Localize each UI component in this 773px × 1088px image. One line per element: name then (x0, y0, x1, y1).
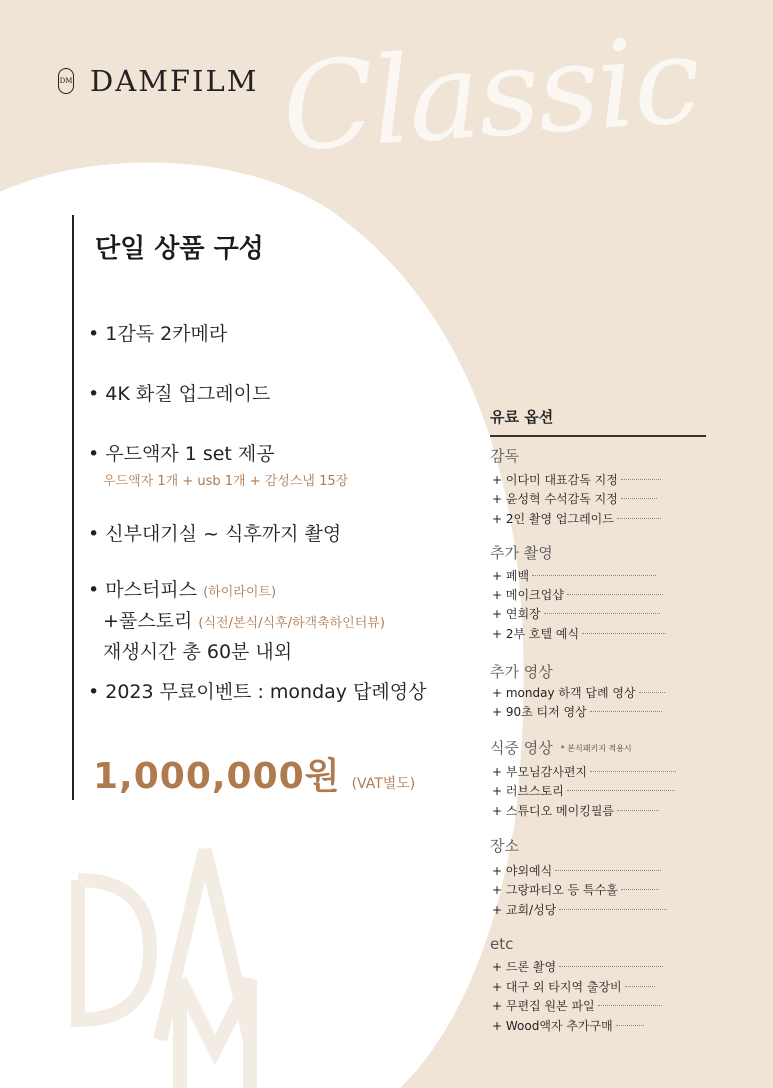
feature-text: • 4K 화질 업그레이드 (88, 383, 271, 405)
option-item (492, 703, 662, 720)
option-item (492, 567, 656, 584)
option-category: 추가 영상 (490, 663, 553, 681)
option-item-label: + 윤성혁 수석감독 지정 (492, 492, 618, 506)
option-item-label: + 대구 외 타지역 출장비 (492, 980, 622, 994)
feature-item (88, 575, 385, 664)
feature-text: 재생시간 총 60분 내외 (103, 641, 293, 663)
dot-leader (617, 518, 661, 519)
option-item (492, 978, 655, 995)
price-value: 1,000,000원 (93, 756, 341, 797)
option-item-label: + 90초 티저 영상 (492, 705, 587, 719)
dot-leader (639, 692, 665, 693)
price-note: (VAT별도) (351, 776, 416, 792)
feature-subtext: (하이라이트) (203, 585, 277, 600)
dot-leader (625, 986, 655, 987)
dot-leader (544, 613, 660, 614)
dot-leader (621, 889, 659, 890)
option-category: 추가 촬영 (490, 544, 553, 562)
option-item (492, 763, 676, 780)
logo-mark-icon: DM (58, 68, 74, 94)
option-category-note: * 본식패키지 적용시 (560, 744, 632, 753)
option-item (492, 997, 662, 1014)
option-item-label: + 부모님감사편지 (492, 765, 588, 779)
option-item (492, 510, 661, 527)
option-item (492, 471, 661, 488)
dot-leader (621, 479, 661, 480)
dot-leader (590, 771, 676, 772)
option-item-label: + Wood액자 추가구매 (492, 1019, 613, 1033)
option-category (490, 737, 632, 758)
dot-leader (590, 711, 662, 712)
feature-text: • 마스터피스 (88, 579, 198, 601)
feature-subtext: (식전/본식/식후/하객축하인터뷰) (198, 616, 385, 631)
page-title: 단일 상품 구성 (95, 234, 264, 264)
option-category: 감독 (490, 447, 519, 465)
brand-logo[interactable] (58, 64, 258, 98)
option-item-label: + 드론 촬영 (492, 960, 557, 974)
option-item-label: + 스튜디오 메이킹필름 (492, 804, 615, 818)
option-item-label: + 2부 호텔 예식 (492, 627, 580, 641)
option-category: etc (490, 935, 514, 953)
dot-leader (532, 575, 656, 576)
dot-leader (621, 498, 657, 499)
feature-item (88, 319, 227, 346)
price-block (93, 748, 415, 799)
feature-item (88, 519, 341, 546)
option-item-label: + 그랑파티오 등 특수홀 (492, 883, 618, 897)
dot-leader (617, 810, 659, 811)
option-item (492, 862, 661, 879)
option-item-label: + 2인 촬영 업그레이드 (492, 512, 614, 526)
brand-name: DAMFILM (90, 64, 259, 98)
option-item-label: + 메이크업샵 (492, 588, 564, 602)
option-category: 장소 (490, 837, 519, 855)
option-item (492, 802, 659, 819)
option-item-label: + monday 하객 답례 영상 (492, 686, 636, 700)
classic-script-title: Classic (278, 10, 704, 179)
dot-leader (559, 909, 667, 910)
feature-text: • 2023 무료이벤트 : monday 답례영상 (88, 681, 427, 703)
option-item (492, 881, 659, 898)
option-item-label: + 무편집 원본 파일 (492, 999, 595, 1013)
feature-item (88, 439, 348, 489)
feature-subtext: 우드액자 1개 + usb 1개 + 감성스냅 15장 (103, 474, 349, 489)
feature-line (103, 606, 385, 633)
feature-item (88, 379, 270, 406)
dot-leader (567, 790, 675, 791)
option-item-label: + 러브스토리 (492, 784, 564, 798)
option-item-label: + 야외예식 (492, 864, 553, 878)
option-item (492, 901, 667, 918)
option-category-name: 식중 영상 (490, 739, 553, 757)
feature-text: • 신부대기실 ~ 식후까지 촬영 (88, 523, 342, 545)
option-item (492, 605, 660, 622)
option-item (492, 684, 665, 701)
section-divider-line (72, 215, 74, 800)
dot-leader (616, 1025, 644, 1026)
dot-leader (598, 1005, 662, 1006)
option-item (492, 958, 663, 975)
option-item-label: + 폐백 (492, 569, 530, 583)
dot-leader (555, 870, 661, 871)
option-item-label: + 교회/성당 (492, 903, 557, 917)
option-item (492, 1017, 644, 1034)
options-divider (490, 435, 706, 437)
option-item (492, 625, 666, 642)
option-item-label: + 이다미 대표감독 지정 (492, 473, 618, 487)
feature-text: • 우드액자 1 set 제공 (88, 443, 275, 465)
feature-item (88, 677, 426, 704)
dot-leader (567, 594, 663, 595)
option-item (492, 782, 675, 799)
option-item (492, 586, 663, 603)
feature-text: • 1감독 2카메라 (88, 323, 228, 345)
dot-leader (559, 966, 663, 967)
option-item-label: + 연회장 (492, 607, 541, 621)
options-title: 유료 옵션 (490, 408, 554, 426)
option-item (492, 490, 657, 507)
feature-text: +풀스토리 (103, 610, 193, 632)
dot-leader (582, 633, 666, 634)
